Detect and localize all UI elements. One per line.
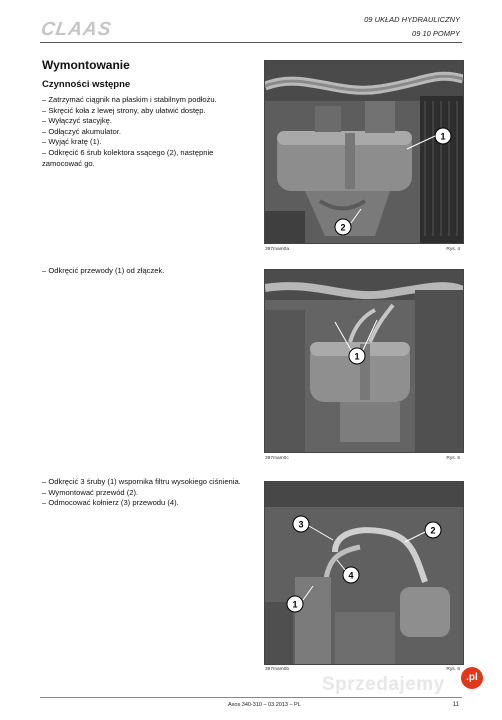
callout-label: 2 — [430, 525, 436, 536]
callout-label: 1 — [292, 599, 298, 610]
brand-logo: CLAAS — [39, 19, 113, 40]
callout-label: 3 — [298, 519, 304, 530]
step-list-3 — [42, 477, 252, 509]
photo-drawing — [265, 482, 463, 664]
step-item: – Wymontować przewód (2). — [42, 487, 139, 497]
figure-code: 397mam0b — [265, 667, 289, 672]
step-list-2 — [42, 266, 252, 277]
step-item: – Odłączyć akumulator. — [42, 126, 121, 136]
photo-drawing — [265, 270, 463, 452]
step-item: – Odkręcić 6 śrub kolektora ssącego (2), następnie zamocować go. — [42, 147, 214, 168]
header-rule — [40, 42, 462, 43]
callout-label: 1 — [440, 131, 446, 142]
step-item: – Odkręcić przewody (1) od złączek. — [42, 266, 165, 275]
photo-drawing — [265, 61, 463, 243]
callout-label: 2 — [340, 222, 346, 233]
step-list-1 — [42, 95, 252, 169]
figure-code: 397mam0c — [265, 456, 289, 461]
watermark-text: Sprzedajemy — [322, 674, 445, 695]
step-item: – Odmocować kołnierz (3) przewodu (4). — [42, 498, 179, 508]
photo-hydraulic-pump-grille — [264, 60, 464, 244]
figure-code: 397mam0a — [265, 247, 289, 252]
step-item: – Zatrzymać ciągnik na płaskim i stabilnym podłożu. — [42, 95, 217, 104]
step-item: – Wyjąć kratę (1). — [42, 137, 102, 147]
footer-rule — [40, 697, 462, 698]
step-item: – Skręcić koła z lewej strony, aby ułatwić dostęp. — [42, 105, 206, 115]
callout-label: 1 — [354, 351, 360, 362]
photo-filter-bracket — [264, 481, 464, 665]
page-number: 11 — [452, 702, 459, 708]
step-item: – Odkręcić 3 śruby (1) wspornika filtru wysokiego ciśnienia. — [42, 477, 241, 486]
page-title: Wymontowanie — [42, 58, 130, 72]
figure-label: Rys. 5 — [446, 456, 460, 461]
footer-doc-id: Axos 340-310 – 03.2013 – PL — [228, 702, 301, 708]
callout-label: 4 — [348, 570, 354, 581]
figure-label: Rys. 4 — [446, 247, 460, 252]
watermark-badge: .pl — [461, 667, 483, 689]
section-title: 09 10 POMPY — [412, 29, 460, 38]
figure-label: Rys. 6 — [446, 667, 460, 672]
chapter-title: 09 UKŁAD HYDRAULICZNY — [364, 15, 460, 24]
step-item: – Wyłączyć stacyjkę. — [42, 116, 112, 126]
subtitle: Czynności wstępne — [42, 79, 131, 90]
photo-pump-hoses — [264, 269, 464, 453]
